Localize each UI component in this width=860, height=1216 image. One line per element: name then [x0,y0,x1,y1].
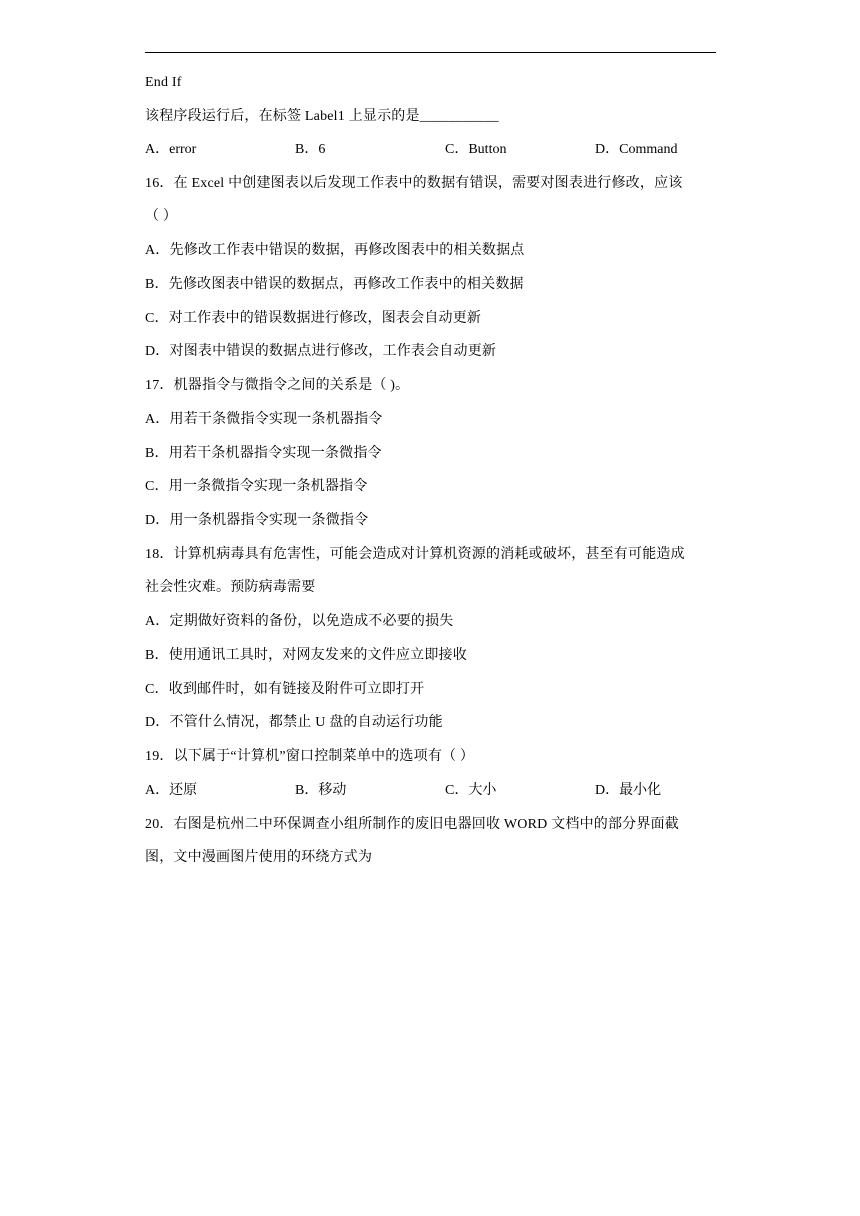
q15-stem: 该程序段运行后，在标签 Label1 上显示的是___________ [145,109,499,124]
q16-stem-line2: （ ） [145,209,178,224]
q16-option-a: A．先修改工作表中错误的数据，再修改图表中的相关数据点 [145,243,525,258]
q18-option-c: C．收到邮件时，如有链接及附件可立即打开 [145,682,425,697]
q15-options [145,140,716,160]
q16-option-d: D．对图表中错误的数据点进行修改，工作表会自动更新 [145,344,497,359]
q19-option-d: D．最小化 [595,783,662,798]
q18-option-a: A．定期做好资料的备份，以免造成不必要的损失 [145,614,454,629]
q17-option-a: A．用若干条微指令实现一条机器指令 [145,412,383,427]
header-rule [145,52,716,53]
q15-option-d: D．Command [595,142,678,157]
q19-option-c: C．大小 [445,783,497,798]
q15-option-b: B．6 [295,142,326,157]
q16-option-c: C．对工作表中的错误数据进行修改，图表会自动更新 [145,311,482,326]
q18-option-d: D．不管什么情况，都禁止 U 盘的自动运行功能 [145,715,443,730]
q20-stem-line1: 20．右图是杭州二中环保调查小组所制作的废旧电器回收 WORD 文档中的部分界面截 [145,817,679,832]
q18-option-b: B．使用通讯工具时，对网友发来的文件应立即接收 [145,648,467,663]
q17-option-c: C．用一条微指令实现一条机器指令 [145,479,368,494]
q19-options [145,781,716,801]
q20-stem-line2: 图，文中漫画图片使用的环绕方式为 [145,850,373,865]
q18-stem-line1: 18．计算机病毒具有危害性，可能会造成对计算机资源的消耗或破坏，甚至有可能造成 [145,547,685,562]
q19-option-a: A．还原 [145,783,198,798]
q19-option-b: B．移动 [295,783,347,798]
q18-stem-line2: 社会性灾难。预防病毒需要 [145,580,316,595]
q15-option-c: C．Button [445,142,507,157]
q17-stem: 17．机器指令与微指令之间的关系是（ )。 [145,378,410,393]
q17-option-d: D．用一条机器指令实现一条微指令 [145,513,369,528]
q17-option-b: B．用若干条机器指令实现一条微指令 [145,446,382,461]
q19-stem: 19．以下属于“计算机”窗口控制菜单中的选项有（ ） [145,749,475,764]
q15-option-a: A．error [145,142,197,157]
q16-stem-line1: 16．在 Excel 中创建图表以后发现工作表中的数据有错误，需要对图表进行修改，应该 [145,176,683,191]
q16-option-b: B．先修改图表中错误的数据点，再修改工作表中的相关数据 [145,277,524,292]
code-end-if: End If [145,75,182,90]
